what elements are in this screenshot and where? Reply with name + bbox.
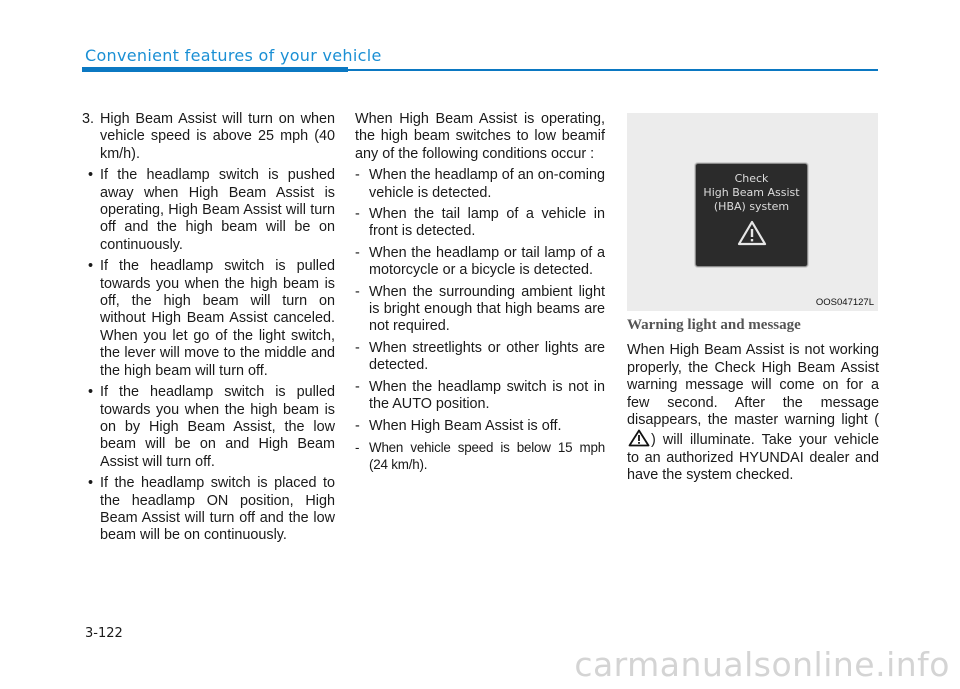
bullet-text: If the headlamp switch is pushed away when High Beam Assist is operating, High Beam Assist will turn off and the high beam will be on continuously. — [100, 167, 335, 253]
middle-column — [355, 111, 605, 478]
conditions-intro: When High Beam Assist is operating, the high beam switches to low beamif any of the following conditions occur : — [355, 111, 605, 162]
condition-text: When the surrounding ambient light is bright enough that high beams are not required. — [369, 283, 605, 335]
watermark: carmanualsonline.info — [574, 645, 950, 684]
condition-item: - When the surrounding ambient light is bright enough that high beams are not required. — [355, 283, 605, 335]
warning-message-figure — [627, 113, 878, 311]
condition-text: When streetlights or other lights are detected. — [369, 339, 605, 374]
condition-text: When High Beam Assist is off. — [369, 417, 562, 434]
right-column — [627, 313, 879, 488]
section-title: Warning light and message — [627, 317, 801, 333]
condition-item: - When vehicle speed is below 15 mph (24 km/h). — [355, 439, 605, 473]
condition-text: When vehicle speed is below 15 mph (24 km/h). — [369, 439, 605, 473]
condition-item: - When streetlights or other lights are detected. — [355, 339, 605, 374]
header-rule-thick — [82, 67, 348, 72]
numbered-item-3 — [82, 111, 335, 163]
bullet-text: If the headlamp switch is pulled towards you when the high beam is off, the high beam will turn on without High Beam Assist canceled. When you let go of the light switch, the lever will move to the middle and the high beam will turn off. — [100, 258, 335, 379]
condition-text: When the headlamp of an on-coming vehicle is detected. — [369, 167, 605, 201]
warning-triangle-icon — [737, 220, 767, 246]
condition-item: - When the headlamp switch is not in the AUTO position. — [355, 378, 605, 413]
header-title: Convenient features of your vehicle — [85, 46, 382, 65]
header-rule-thin — [348, 69, 878, 71]
page-number: 3-122 — [85, 626, 123, 641]
bullet-text: If the headlamp switch is pulled towards you when the high beam is on by High Beam Assist, the low beam will be on and High Beam Assist will turn off. — [100, 384, 335, 470]
condition-item: - When the tail lamp of a vehicle in front is detected. — [355, 206, 605, 240]
bullet-item: • If the headlamp switch is placed to the headlamp ON position, High Beam Assist will turn off and the low beam will be on continuously. — [88, 475, 335, 544]
condition-item: - When High Beam Assist is off. — [355, 418, 605, 435]
item-number: 3. — [82, 111, 95, 127]
message-line: (HBA) system — [713, 200, 790, 213]
message-line: Check — [734, 172, 769, 185]
paragraph-text-start: When High Beam Assist is not working properly, the Check High Beam Assist warning message will come on for a few second. After the message disappears, the master warning light ( — [627, 342, 879, 429]
bullet-item: • If the headlamp switch is pulled towards you when the high beam is on by High Beam Assist, the low beam will be on and High Beam Assist will turn off. — [88, 384, 335, 470]
message-line: High Beam Assist — [703, 186, 800, 199]
condition-text: When the tail lamp of a vehicle in front is detected. — [369, 206, 605, 240]
condition-item: - When the headlamp of an on-coming vehicle is detected. — [355, 167, 605, 201]
left-column — [82, 111, 335, 549]
cluster-warning-display — [695, 163, 808, 267]
condition-text: When the headlamp switch is not in the AUTO position. — [369, 378, 605, 413]
bullet-item: • If the headlamp switch is pushed away when High Beam Assist is operating, High Beam Assist will turn off and the high beam will be on continuously. — [88, 167, 335, 253]
figure-code: OOS047127L — [815, 297, 874, 308]
item-text: High Beam Assist will turn on when vehicle speed is above 25 mph (40 km/h). — [100, 111, 335, 162]
condition-item: - When the headlamp or tail lamp of a motorcycle or a bicycle is detected. — [355, 244, 605, 279]
bullet-item: • If the headlamp switch is pulled towards you when the high beam is off, the high beam will turn on without High Beam Assist canceled. When you let go of the light switch, the lever will move to the middle and the high beam will turn off. — [88, 258, 335, 379]
bullet-text: If the headlamp switch is placed to the headlamp ON position, High Beam Assist will turn off and the low beam will be on continuously. — [100, 475, 335, 544]
paragraph-text-end: ) will illuminate. Take your vehicle to an authorized HYUNDAI dealer and have the system checked. — [627, 432, 879, 484]
warning-paragraph — [627, 342, 879, 484]
condition-text: When the headlamp or tail lamp of a motorcycle or a bicycle is detected. — [369, 244, 605, 279]
master-warning-icon — [628, 429, 650, 447]
